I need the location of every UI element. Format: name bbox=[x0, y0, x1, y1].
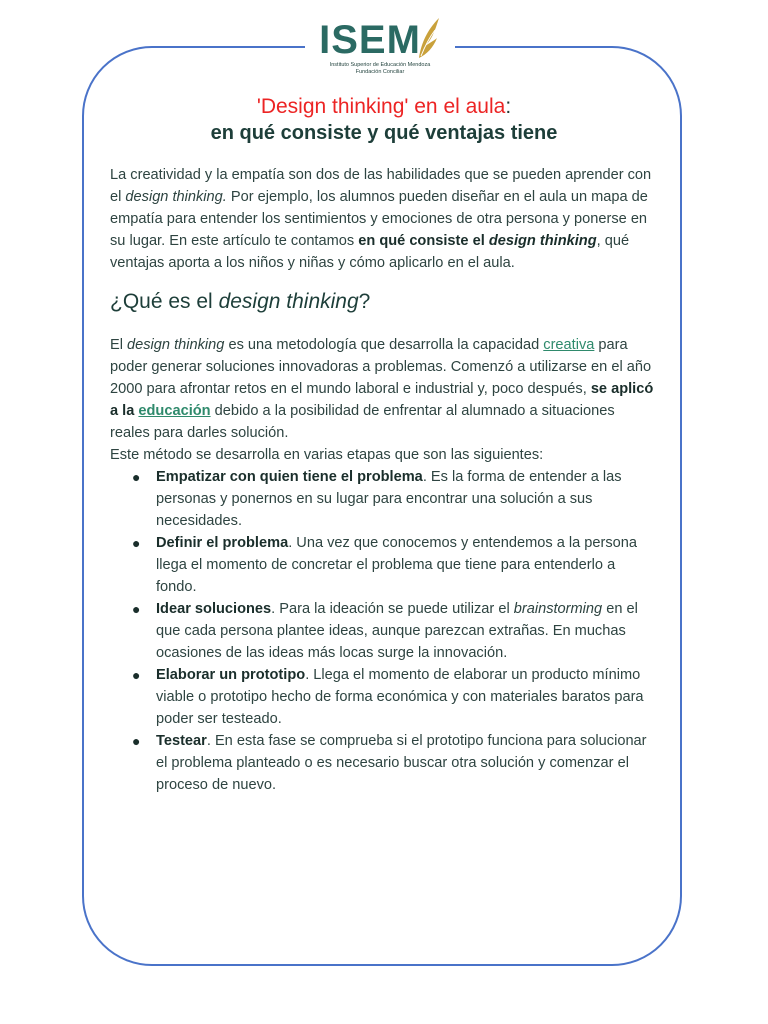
section-paragraph-1 bbox=[110, 334, 658, 444]
step-text: . En esta fase se comprueba si el prototipo funciona para solucionar el problema planteado o es necesario buscar otra solución y comenzar el proceso de nuevo. bbox=[156, 733, 647, 793]
step-em: brainstorming bbox=[513, 601, 603, 617]
isem-logo bbox=[305, 14, 455, 84]
wing-icon bbox=[415, 16, 441, 60]
logo-subtitle-line2: Fundación Conciliar bbox=[355, 69, 405, 75]
heading-em: design thinking bbox=[218, 290, 359, 313]
logo-wordmark: ISEM bbox=[319, 18, 421, 62]
bullet-icon: ● bbox=[132, 535, 141, 551]
p1-text-b: es una metodología que desarrolla la capacidad bbox=[224, 337, 544, 353]
title-red: 'Design thinking' en el aula bbox=[256, 95, 506, 118]
step-title: Elaborar un prototipo bbox=[156, 667, 306, 683]
title-line2: en qué consiste y qué ventajas tiene bbox=[210, 122, 558, 144]
list-item bbox=[110, 598, 658, 664]
step-text: . Llega el momento de elaborar un producto mínimo viable o prototipo hecho de forma económica y con materiales baratos para poder ser testeado. bbox=[156, 667, 644, 727]
step-text: . Para la ideación se puede utilizar el bbox=[271, 601, 514, 617]
bullet-icon: ● bbox=[132, 733, 141, 749]
p1-em: design thinking bbox=[127, 337, 225, 353]
educacion-link[interactable]: educación bbox=[138, 403, 211, 419]
section-heading bbox=[110, 288, 658, 316]
list-item bbox=[110, 664, 658, 730]
heading-pre: ¿Qué es el bbox=[110, 290, 219, 313]
p1-text-c: para poder generar soluciones innovadoras a problemas. Comenzó a utilizarse en el año 2000 para afrontar retos en el mundo laboral e industrial y, poco después, bbox=[110, 337, 652, 397]
intro-text-1: La creatividad y la empatía son dos de las habilidades que se pueden aprender con el bbox=[110, 167, 652, 205]
step-title: Idear soluciones bbox=[156, 601, 272, 617]
intro-bold-text: en qué consiste el bbox=[358, 233, 489, 249]
list-item bbox=[110, 730, 658, 796]
p1-text-d: debido a la posibilidad de enfrentar al alumnado a situaciones reales para darles solución. bbox=[110, 403, 615, 441]
bullet-icon: ● bbox=[132, 601, 141, 617]
intro-bold-em: design thinking bbox=[488, 233, 597, 249]
title-line1 bbox=[110, 94, 658, 120]
intro-text-3: , qué ventajas aporta a los niños y niñas y cómo aplicarlo en el aula. bbox=[110, 233, 630, 271]
bullet-icon: ● bbox=[132, 469, 141, 485]
p1-bold: se aplicó a la bbox=[110, 381, 654, 419]
step-text: en el que cada persona plantee ideas, aunque parezcan extrañas. En muchas ocasiones de las ideas más locas surge la innovación. bbox=[156, 601, 638, 661]
step-title: Empatizar con quien tiene el problema bbox=[156, 469, 423, 485]
list-item bbox=[110, 466, 658, 532]
section-paragraph-2: Este método se desarrolla en varias etapas que son las siguientes: bbox=[110, 447, 544, 463]
intro-paragraph bbox=[110, 164, 658, 274]
step-title: Testear bbox=[156, 733, 207, 749]
logo-subtitle-line1: Instituto Superior de Educación Mendoza bbox=[329, 62, 431, 68]
intro-em-1: design thinking. bbox=[125, 189, 227, 205]
logo-subtitle bbox=[330, 62, 431, 76]
heading-post: ? bbox=[358, 290, 371, 313]
page-title bbox=[110, 94, 658, 146]
intro-text-2: Por ejemplo, los alumnos pueden diseñar en el aula un mapa de empatía para entender los sentimientos y emociones de otra persona y ponerse en su lugar. En este artículo te contamos bbox=[110, 189, 648, 249]
p1-text-a: El bbox=[110, 337, 128, 353]
list-item bbox=[110, 532, 658, 598]
bullet-icon: ● bbox=[132, 667, 141, 683]
title-colon: : bbox=[505, 95, 512, 118]
step-text: . Es la forma de entender a las personas y ponernos en su lugar para encontrar una solución a sus necesidades. bbox=[156, 469, 622, 529]
creativa-link[interactable]: creativa bbox=[543, 337, 595, 353]
step-text: . Una vez que conocemos y entendemos a la persona llega el momento de concretar el problema que tiene para entenderlo a fondo. bbox=[156, 535, 638, 595]
article-body bbox=[110, 164, 658, 796]
step-title: Definir el problema bbox=[156, 535, 289, 551]
steps-list bbox=[110, 466, 658, 796]
intro-bold bbox=[358, 233, 596, 249]
